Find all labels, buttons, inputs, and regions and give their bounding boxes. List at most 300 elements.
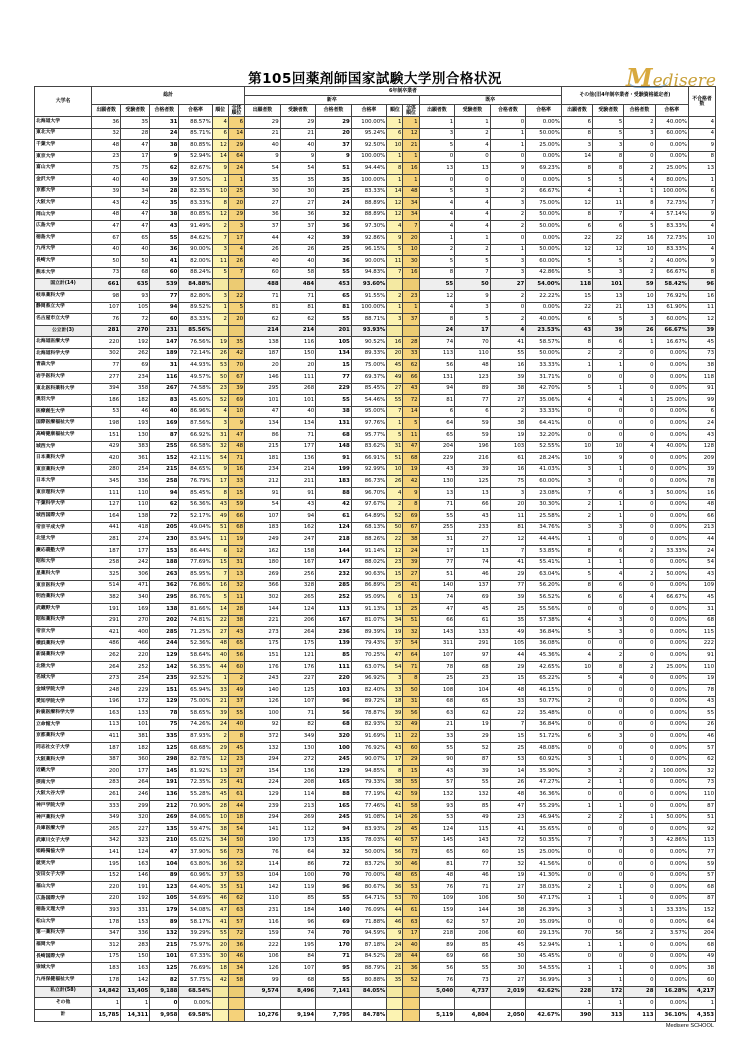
r-cell-2: 3	[490, 488, 526, 500]
n-cell-5: 14	[403, 406, 419, 418]
t-cell-4: 42	[212, 974, 228, 986]
not-passed-cell: 8	[688, 267, 715, 279]
r-cell-2: 0	[490, 302, 526, 314]
not-passed-cell: 19	[688, 673, 715, 685]
n-cell-1: 107	[280, 696, 316, 708]
n-cell-3: 92.86%	[351, 232, 387, 244]
t-cell-5: 66	[228, 511, 244, 523]
university-name: 武蔵野大学	[35, 603, 92, 615]
t-cell-4: 32	[212, 441, 228, 453]
t-cell-2: 40	[150, 406, 179, 418]
o-cell-0: 5	[561, 267, 592, 279]
o-cell-3: 100.00%	[655, 766, 688, 778]
t-cell-0: 111	[92, 488, 121, 500]
t-cell-2: 28	[150, 186, 179, 198]
r-cell-0: 255	[419, 522, 455, 534]
n-cell-5: 51	[403, 615, 419, 627]
n-cell-4: 38	[387, 777, 403, 789]
n-cell-3: 88.71%	[351, 314, 387, 326]
t-cell-1: 47	[121, 221, 150, 233]
university-name: 計	[35, 1009, 92, 1021]
o-cell-1: 3	[593, 522, 624, 534]
n-cell-3: 92.50%	[351, 140, 387, 152]
table-row	[35, 488, 716, 500]
n-cell-4: 12	[387, 545, 403, 557]
o-cell-3: 0.00%	[655, 627, 688, 639]
n-cell-5: 39	[403, 557, 419, 569]
t-cell-1: 192	[121, 337, 150, 349]
n-cell-4: 41	[387, 801, 403, 813]
o-cell-3: 0.00%	[655, 859, 688, 871]
n-cell-1: 9	[280, 151, 316, 163]
r-cell-0: 57	[419, 777, 455, 789]
t-cell-1: 193	[121, 418, 150, 430]
table-row	[35, 128, 716, 140]
t-cell-4: 15	[212, 557, 228, 569]
o-cell-1: 2	[593, 766, 624, 778]
not-passed-cell: 110	[688, 789, 715, 801]
n-cell-5: 53	[403, 882, 419, 894]
t-cell-1: 252	[121, 661, 150, 673]
o-cell-1: 1	[593, 754, 624, 766]
t-cell-3: 44.93%	[179, 360, 212, 372]
n-cell-5: 8	[403, 499, 419, 511]
t-cell-2: 38	[150, 140, 179, 152]
not-passed-cell: 4,353	[688, 1009, 715, 1021]
o-cell-0: 10	[561, 441, 592, 453]
n-cell-3	[351, 998, 387, 1010]
r-cell-2: 27	[490, 395, 526, 407]
o-cell-1: 1	[593, 974, 624, 986]
n-cell-3: 64.71%	[351, 893, 387, 905]
o-cell-2: 0	[624, 615, 655, 627]
n-cell-5: 42	[403, 476, 419, 488]
n-cell-0: 100	[245, 708, 281, 720]
t-cell-4: 3	[212, 290, 228, 302]
o-cell-0: 6	[561, 314, 592, 326]
o-cell-1: 3	[593, 731, 624, 743]
not-passed-cell: 39	[688, 464, 715, 476]
r-cell-0: 31	[419, 534, 455, 546]
col-other-takers: 受験者数	[593, 105, 624, 117]
university-name: 昭和薬科大学	[35, 615, 92, 627]
n-cell-4: 8	[387, 163, 403, 175]
t-cell-0: 441	[92, 522, 121, 534]
t-cell-5: 32	[228, 580, 244, 592]
n-cell-5: 47	[403, 441, 419, 453]
t-cell-4: 38	[212, 824, 228, 836]
t-cell-2: 179	[150, 905, 179, 917]
n-cell-0: 26	[245, 244, 281, 256]
t-cell-2: 125	[150, 963, 179, 975]
results-table	[34, 86, 716, 1022]
o-cell-3: 66.67%	[655, 592, 688, 604]
university-name: 静岡県立大学	[35, 302, 92, 314]
col-all-rank: 全体順位	[228, 105, 244, 117]
n-cell-0: 129	[245, 789, 281, 801]
r-cell-3: 63.04%	[526, 569, 562, 581]
o-cell-1: 172	[593, 986, 624, 998]
r-cell-2: 23	[490, 812, 526, 824]
n-cell-5: 34	[403, 209, 419, 221]
o-cell-3: 0.00%	[655, 499, 688, 511]
n-cell-0: 222	[245, 940, 281, 952]
r-cell-1: 233	[455, 522, 491, 534]
r-cell-3: 41.56%	[526, 859, 562, 871]
university-name: 大阪大谷大学	[35, 789, 92, 801]
not-passed-cell: 51	[688, 812, 715, 824]
r-cell-0: 132	[419, 789, 455, 801]
n-cell-4: 17	[387, 754, 403, 766]
col-new-rate: 合格率	[351, 105, 387, 117]
not-passed-cell: 68	[688, 940, 715, 952]
r-cell-0: 56	[419, 963, 455, 975]
t-cell-5: 53	[228, 870, 244, 882]
r-cell-3: 53.85%	[526, 545, 562, 557]
o-cell-3: 0.00%	[655, 580, 688, 592]
n-cell-1: 213	[280, 801, 316, 813]
o-cell-0: 3	[561, 522, 592, 534]
r-cell-0: 69	[419, 951, 455, 963]
n-cell-1: 82	[280, 719, 316, 731]
o-cell-0: 4	[561, 650, 592, 662]
r-cell-3: 45.36%	[526, 650, 562, 662]
n-cell-4: 39	[387, 708, 403, 720]
r-cell-1: 1	[455, 117, 491, 129]
r-cell-0: 66	[419, 615, 455, 627]
university-name: 公立計(3)	[35, 325, 92, 337]
o-cell-1: 4	[593, 395, 624, 407]
n-cell-2: 88	[316, 789, 352, 801]
not-passed-cell: 87	[688, 893, 715, 905]
t-cell-2: 191	[150, 777, 179, 789]
o-cell-1: 7	[593, 209, 624, 221]
t-cell-1: 283	[121, 940, 150, 952]
o-cell-2: 0	[624, 696, 655, 708]
table-row	[35, 290, 716, 302]
not-passed-cell: 8	[688, 151, 715, 163]
o-cell-3: 25.00%	[655, 163, 688, 175]
n-cell-4: 43	[387, 743, 403, 755]
o-cell-0: 15	[561, 290, 592, 302]
t-cell-3: 68.54%	[179, 986, 212, 998]
o-cell-2: 0	[624, 372, 655, 384]
n-cell-0: 37	[245, 221, 281, 233]
n-cell-1: 81	[280, 302, 316, 314]
n-cell-2: 71	[316, 951, 352, 963]
n-cell-2: 38	[316, 406, 352, 418]
n-cell-4: 19	[387, 627, 403, 639]
n-cell-2: 15	[316, 360, 352, 372]
t-cell-3: 54.69%	[179, 893, 212, 905]
r-cell-2: 2	[490, 209, 526, 221]
n-cell-0: 141	[245, 824, 281, 836]
t-cell-2: 147	[150, 337, 179, 349]
r-cell-1: 59	[455, 418, 491, 430]
t-cell-4: 53	[212, 360, 228, 372]
t-cell-0: 175	[92, 951, 121, 963]
n-cell-2: 245	[316, 754, 352, 766]
o-cell-0: 2	[561, 812, 592, 824]
n-cell-4: 24	[387, 940, 403, 952]
r-cell-0: 2	[419, 244, 455, 256]
t-cell-3: 55.28%	[179, 789, 212, 801]
n-cell-4: 29	[387, 824, 403, 836]
n-cell-0: 106	[245, 951, 281, 963]
t-cell-1: 270	[121, 615, 150, 627]
r-cell-2: 19	[490, 870, 526, 882]
t-cell-1: 361	[121, 453, 150, 465]
t-cell-5: 44	[228, 801, 244, 813]
t-cell-0: 141	[92, 847, 121, 859]
t-cell-0: 281	[92, 534, 121, 546]
header-re-exam: 既卒	[419, 96, 561, 105]
o-cell-3: 0.00%	[655, 974, 688, 986]
n-cell-1: 100	[280, 870, 316, 882]
t-cell-4: 14	[212, 603, 228, 615]
o-cell-1: 21	[593, 302, 624, 314]
n-cell-4: 34	[387, 615, 403, 627]
t-cell-0: 73	[92, 267, 121, 279]
o-cell-2: 10	[624, 290, 655, 302]
university-name: 岐阜薬科大学	[35, 290, 92, 302]
t-cell-4: 10	[212, 812, 228, 824]
o-cell-3: 0.00%	[655, 847, 688, 859]
n-cell-2: 61	[316, 511, 352, 523]
t-cell-2: 36	[150, 244, 179, 256]
o-cell-0: 5	[561, 569, 592, 581]
t-cell-0: 281	[92, 325, 121, 337]
o-cell-0: 2	[561, 511, 592, 523]
n-cell-0: 71	[245, 290, 281, 302]
r-cell-0: 124	[419, 824, 455, 836]
n-cell-4: 18	[387, 696, 403, 708]
r-cell-3: 42.67%	[526, 1009, 562, 1021]
university-name: 就実大学	[35, 859, 92, 871]
t-cell-4: 25	[212, 777, 228, 789]
university-name: 名古屋市立大学	[35, 314, 92, 326]
t-cell-1: 177	[121, 545, 150, 557]
t-cell-0: 220	[92, 337, 121, 349]
t-cell-4: 34	[212, 835, 228, 847]
t-cell-4: 16	[212, 580, 228, 592]
r-cell-2: 2	[490, 314, 526, 326]
r-cell-3: 42.86%	[526, 267, 562, 279]
t-cell-1: 1	[121, 998, 150, 1010]
o-cell-3: 0.00%	[655, 754, 688, 766]
o-cell-2: 0	[624, 406, 655, 418]
not-passed-cell: 113	[688, 835, 715, 847]
r-cell-3: 52.55%	[526, 441, 562, 453]
n-cell-4: 55	[387, 395, 403, 407]
r-cell-2: 7	[490, 719, 526, 731]
r-cell-0: 1	[419, 232, 455, 244]
table-row	[35, 174, 716, 186]
n-cell-1: 130	[280, 743, 316, 755]
table-row	[35, 511, 716, 523]
n-cell-2: 111	[316, 661, 352, 673]
r-cell-1: 125	[455, 476, 491, 488]
t-cell-4: 5	[212, 267, 228, 279]
n-cell-1: 62	[280, 314, 316, 326]
n-cell-0: 224	[245, 777, 281, 789]
t-cell-1: 35	[121, 117, 150, 129]
o-cell-0: 6	[561, 731, 592, 743]
university-name: 長崎大学	[35, 256, 92, 268]
n-cell-5: 50	[403, 685, 419, 697]
n-cell-1: 214	[280, 325, 316, 337]
o-cell-3: 0.00%	[655, 464, 688, 476]
n-cell-4: 11	[387, 731, 403, 743]
n-cell-0: 114	[245, 859, 281, 871]
o-cell-1: 8	[593, 163, 624, 175]
not-passed-cell: 68	[688, 882, 715, 894]
n-cell-4: 8	[387, 766, 403, 778]
not-passed-cell: 152	[688, 905, 715, 917]
n-cell-4: 9	[387, 928, 403, 940]
r-cell-1: 97	[455, 650, 491, 662]
n-cell-4: 50	[387, 522, 403, 534]
t-cell-0: 164	[92, 511, 121, 523]
t-cell-3: 97.50%	[179, 174, 212, 186]
r-cell-3: 0.00%	[526, 151, 562, 163]
n-cell-1: 91	[280, 488, 316, 500]
t-cell-0: 107	[92, 302, 121, 314]
n-cell-4: 2	[387, 499, 403, 511]
n-cell-2: 55	[316, 267, 352, 279]
university-name: 摂南大学	[35, 777, 92, 789]
t-cell-3: 91.49%	[179, 221, 212, 233]
n-cell-0: 126	[245, 696, 281, 708]
r-cell-3: 42.62%	[526, 986, 562, 998]
t-cell-0: 48	[92, 209, 121, 221]
o-cell-1: 1	[593, 360, 624, 372]
n-cell-3: 90.07%	[351, 754, 387, 766]
t-cell-5: 4	[228, 244, 244, 256]
not-passed-cell: 213	[688, 522, 715, 534]
o-cell-2: 3	[624, 488, 655, 500]
o-cell-3: 0.00%	[655, 522, 688, 534]
n-cell-5: 32	[403, 627, 419, 639]
t-cell-2: 230	[150, 534, 179, 546]
n-cell-4: 27	[387, 383, 403, 395]
n-cell-5: 29	[403, 754, 419, 766]
n-cell-2: 131	[316, 418, 352, 430]
r-cell-1: 77	[455, 859, 491, 871]
n-cell-0: 9,574	[245, 986, 281, 998]
n-cell-2: 183	[316, 476, 352, 488]
table-row	[35, 882, 716, 894]
n-cell-2: 36	[316, 221, 352, 233]
r-cell-1: 23	[455, 673, 491, 685]
o-cell-0: 12	[561, 198, 592, 210]
university-name: 立命館大学	[35, 719, 92, 731]
r-cell-1: 13	[455, 545, 491, 557]
n-cell-4: 21	[387, 963, 403, 975]
t-cell-1: 124	[121, 847, 150, 859]
n-cell-1: 177	[280, 441, 316, 453]
o-cell-2: 8	[624, 198, 655, 210]
t-cell-3: 86.44%	[179, 545, 212, 557]
col-new-examinees: 出願者数	[245, 105, 281, 117]
university-name: 福岡大学	[35, 940, 92, 952]
n-cell-5: 44	[403, 951, 419, 963]
n-cell-4: 48	[387, 870, 403, 882]
o-cell-1: 10	[593, 441, 624, 453]
r-cell-0: 109	[419, 893, 455, 905]
n-cell-4: 54	[387, 661, 403, 673]
r-cell-1: 29	[455, 731, 491, 743]
table-row	[35, 545, 716, 557]
table-row	[35, 638, 716, 650]
n-cell-1: 484	[280, 279, 316, 291]
t-cell-2: 205	[150, 522, 179, 534]
r-cell-1: 71	[455, 882, 491, 894]
n-cell-5: 71	[403, 661, 419, 673]
n-cell-5: 25	[403, 603, 419, 615]
t-cell-5	[228, 325, 244, 337]
table-row	[35, 650, 716, 662]
r-cell-2: 61	[490, 453, 526, 465]
results-body	[35, 117, 716, 1022]
t-cell-0: 280	[92, 464, 121, 476]
o-cell-0: 22	[561, 302, 592, 314]
n-cell-2: 285	[316, 580, 352, 592]
r-cell-3: 75.00%	[526, 198, 562, 210]
n-cell-4: 5	[387, 430, 403, 442]
t-cell-3: 80.85%	[179, 209, 212, 221]
table-row	[35, 592, 716, 604]
o-cell-1: 5	[593, 314, 624, 326]
n-cell-2: 69	[316, 916, 352, 928]
table-row	[35, 859, 716, 871]
o-cell-3: 42.86%	[655, 835, 688, 847]
university-name: 徳島大学	[35, 232, 92, 244]
t-cell-1: 133	[121, 708, 150, 720]
university-name: 安田女子大学	[35, 870, 92, 882]
o-cell-0: 3	[561, 476, 592, 488]
t-cell-4: 8	[212, 198, 228, 210]
r-cell-2: 22	[490, 708, 526, 720]
o-cell-1: 0	[593, 847, 624, 859]
n-cell-4: 49	[387, 372, 403, 384]
table-row	[35, 441, 716, 453]
o-cell-2: 59	[624, 279, 655, 291]
o-cell-0: 0	[561, 824, 592, 836]
university-name: 鈴鹿医療科学大学	[35, 708, 92, 720]
t-cell-5: 73	[228, 847, 244, 859]
t-cell-1: 101	[121, 719, 150, 731]
r-cell-2: 1	[490, 140, 526, 152]
o-cell-0: 8	[561, 545, 592, 557]
t-cell-3: 57.75%	[179, 974, 212, 986]
table-row	[35, 464, 716, 476]
n-cell-3: 97.30%	[351, 221, 387, 233]
t-cell-2: 136	[150, 789, 179, 801]
o-cell-2: 16	[624, 232, 655, 244]
r-cell-1: 5	[455, 256, 491, 268]
o-cell-3: 0.00%	[655, 372, 688, 384]
t-cell-2: 41	[150, 256, 179, 268]
table-row	[35, 766, 716, 778]
n-cell-3: 88.26%	[351, 534, 387, 546]
not-passed-cell: 4	[688, 221, 715, 233]
t-cell-4: 11	[212, 534, 228, 546]
o-cell-1: 0	[593, 916, 624, 928]
n-cell-4	[387, 1009, 403, 1021]
r-cell-3: 46.94%	[526, 812, 562, 824]
t-cell-3: 86.76%	[179, 592, 212, 604]
